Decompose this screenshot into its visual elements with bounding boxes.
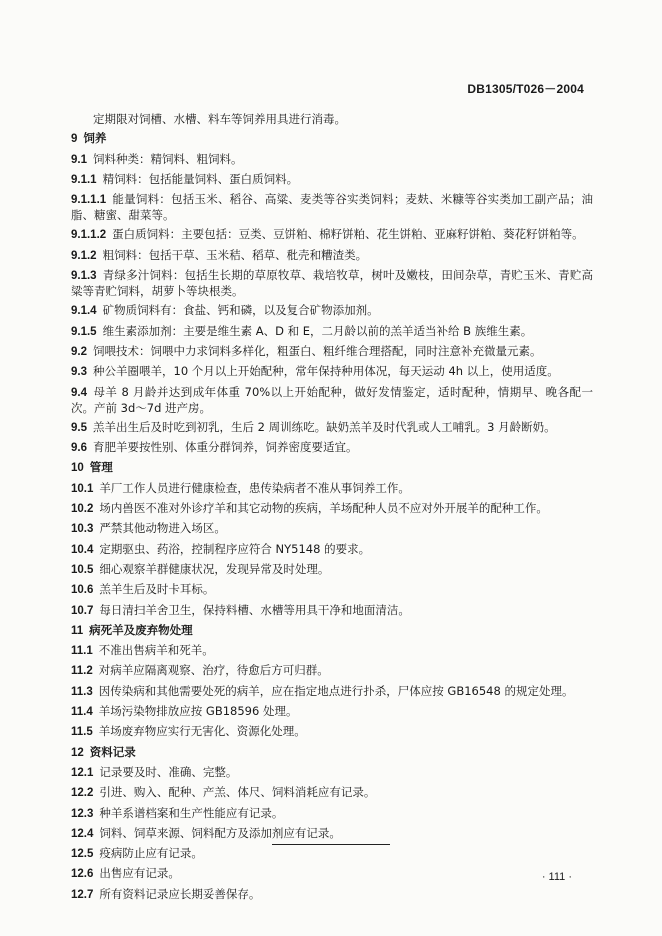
clause-number: 10.6 (71, 584, 94, 597)
clause-text: 定期限对饲槽、水槽、料车等饲养用具进行消毒。 (93, 112, 346, 126)
document-body (71, 112, 593, 907)
clause-number: 9.2 (71, 345, 87, 358)
clause-number: 12 (71, 746, 84, 759)
clause-line (71, 826, 593, 842)
clause-text: 出售应有记录。 (99, 866, 180, 881)
clause-number: 9.6 (71, 442, 87, 455)
clause-line (71, 582, 593, 598)
clause-number: 12.5 (71, 848, 94, 861)
clause-line (71, 420, 593, 436)
clause-number: 9.4 (71, 386, 87, 399)
clause-line (71, 887, 593, 903)
clause-text: 羔羊生后及时卡耳标。 (99, 582, 215, 597)
clause-line (71, 684, 593, 700)
clause-number: 12.7 (71, 888, 94, 901)
clause-number: 10.3 (71, 523, 94, 536)
clause-number: 9.1.1 (71, 173, 97, 186)
clause-line (71, 724, 593, 740)
clause-text: 饲料种类：精饲料、粗饲料。 (93, 151, 243, 166)
clause-line (71, 501, 593, 517)
clause-text: 因传染病和其他需要处死的病羊，应在指定地点进行扑杀，尸体应按 GB16548 的规定处理。 (98, 683, 574, 698)
header-code: DB1305/T026－2004 (467, 82, 584, 96)
clause-line (71, 542, 593, 558)
clause-number: 10.7 (71, 604, 94, 617)
clause-line (71, 364, 593, 380)
clause-text: 种公羊圈喂羊，10 个月以上开始配种，常年保持种用体况，每天运动 4h 以上，使用适度。 (93, 364, 559, 379)
clause-text: 对病羊应隔离观察、治疗，待愈后方可归群。 (98, 663, 329, 678)
clause-line (71, 324, 593, 340)
clause-line (71, 152, 593, 168)
clause-text: 育肥羊要按性别、体重分群饲养，饲养密度要适宜。 (93, 440, 358, 455)
clause-line (71, 806, 593, 822)
clause-number: 11 (71, 624, 84, 637)
clause-text: 疫病防止应有记录。 (99, 846, 203, 861)
clause-line (71, 440, 593, 456)
clause-number: 10.4 (71, 543, 94, 556)
clause-text: 饲料、饲草来源、饲料配方及添加剂应有记录。 (99, 825, 341, 840)
clause-text: 矿物质饲料有：食盐、钙和磷，以及复合矿物添加剂。 (102, 303, 379, 318)
clause-text: 定期驱虫、药浴，控制程序应符合 NY5148 的要求。 (99, 541, 371, 556)
clause-number: 10.5 (71, 563, 94, 576)
section-heading (71, 623, 593, 639)
clause-number: 9.1.5 (71, 325, 97, 338)
clause-text: 精饲料：包括能量饲料、蛋白质饲料。 (102, 171, 299, 186)
clause-line (71, 344, 593, 360)
clause-text: 饲养 (83, 131, 107, 146)
clause-number: 12.4 (71, 827, 94, 840)
clause-line (71, 704, 593, 720)
clause-text: 羊场废弃物应实行无害化、资源化处理。 (98, 724, 306, 739)
clause-number: 9.1.4 (71, 305, 97, 318)
clause-line (71, 248, 593, 264)
clause-number: 11.5 (71, 726, 93, 739)
clause-line (71, 227, 593, 243)
clause-text: 场内兽医不准对外诊疗羊和其它动物的疾病，羊场配种人员不应对外开展羊的配种工作。 (99, 501, 548, 516)
clause-text: 所有资料记录应长期妥善保存。 (99, 886, 261, 901)
clause-line (71, 303, 593, 319)
clause-text: 羊场污染物排放应按 GB18596 处理。 (98, 704, 298, 719)
clause-text: 蛋白质饲料：主要包括：豆类、豆饼粕、棉籽饼粕、花生饼粕、亚麻籽饼粕、葵花籽饼粕等。 (112, 227, 584, 242)
clause-text: 羊厂工作人员进行健康检查，患传染病者不准从事饲养工作。 (99, 480, 410, 495)
section-heading (71, 131, 593, 147)
clause-text: 严禁其他动物进入场区。 (99, 521, 226, 536)
clause-number: 9.1.3 (71, 270, 97, 283)
clause-number: 9.1.2 (71, 249, 97, 262)
clause-text: 母羊 8 月龄并达到成年体重 70%以上开始配种，做好发情鉴定，适时配种，情期早、晚各配一次。产前 3d～7d 进产房。 (71, 384, 593, 415)
clause-line (71, 112, 593, 127)
clause-number: 12.6 (71, 868, 94, 881)
clause-number: 10.1 (71, 482, 94, 495)
clause-line (71, 643, 593, 659)
clause-number: 9 (71, 133, 78, 146)
clause-line (71, 562, 593, 578)
clause-text: 每日清扫羊舍卫生，保持料槽、水槽等用具干净和地面清洁。 (99, 602, 410, 617)
clause-text: 资料记录 (89, 744, 136, 759)
clause-number: 12.1 (71, 766, 94, 779)
clause-number: 12.3 (71, 807, 94, 820)
clause-line (71, 866, 593, 882)
clause-number: 9.3 (71, 366, 87, 379)
clause-text: 粗饲料：包括干草、玉米秸、稻草、秕壳和糟渣类。 (102, 247, 368, 262)
clause-number: 11.4 (71, 706, 93, 719)
clause-line (71, 785, 593, 801)
clause-line (71, 603, 593, 619)
clause-text: 饲喂技术：饲喂中力求饲料多样化，粗蛋白、粗纤维合理搭配，同时注意补充微量元素。 (93, 343, 542, 358)
clause-line (71, 663, 593, 679)
section-heading (71, 745, 593, 761)
clause-number: 10.2 (71, 503, 94, 516)
clause-number: 11.2 (71, 665, 93, 678)
clause-number: 9.1.1.2 (71, 229, 107, 242)
end-divider (272, 844, 390, 845)
section-heading (71, 460, 593, 476)
clause-text: 种羊系谱档案和生产性能应有记录。 (99, 805, 284, 820)
clause-text: 青绿多汁饲料：包括生长期的草原牧草、栽培牧草，树叶及嫩枝，田间杂草，青贮玉米、青贮高粱等青贮饲料，胡萝卜等块根类。 (71, 268, 593, 299)
clause-text: 引进、购入、配种、产羔、体尺、饲料消耗应有记录。 (99, 785, 376, 800)
clause-line (71, 521, 593, 537)
clause-line (71, 192, 593, 223)
clause-text: 病死羊及废弃物处理 (89, 622, 193, 637)
clause-text: 记录要及时、准确、完整。 (99, 764, 238, 779)
clause-line (71, 765, 593, 781)
clause-number: 11.3 (71, 685, 93, 698)
clause-number: 10 (71, 462, 84, 475)
clause-line (71, 385, 593, 416)
clause-text: 管理 (89, 460, 113, 475)
clause-text: 细心观察羊群健康状况，发现异常及时处理。 (99, 561, 330, 576)
clause-number: 12.2 (71, 787, 94, 800)
clause-line (71, 268, 593, 299)
clause-text: 维生素添加剂：主要是维生素 A、D 和 E，二月龄以前的羔羊适当补给 B 族维生素。 (102, 323, 533, 338)
clause-text: 羔羊出生后及时吃到初乳，生后 2 周训练吃。缺奶羔羊及时代乳或人工哺乳。3 月龄断奶。 (93, 419, 556, 434)
clause-line (71, 846, 593, 862)
clause-number: 9.1.1.1 (71, 194, 107, 207)
page-number: · 111 · (541, 871, 572, 883)
clause-line (71, 172, 593, 188)
clause-number: 11.1 (71, 645, 93, 658)
clause-text: 不准出售病羊和死羊。 (98, 643, 214, 658)
clause-text: 能量饲料：包括玉米、稻谷、高粱、麦类等谷实类饲料；麦麸、米糠等谷实类加工副产品；油脂、糖蜜、甜菜等。 (71, 192, 593, 223)
clause-number: 9.5 (71, 421, 87, 434)
clause-line (71, 481, 593, 497)
clause-number: 9.1 (71, 153, 87, 166)
